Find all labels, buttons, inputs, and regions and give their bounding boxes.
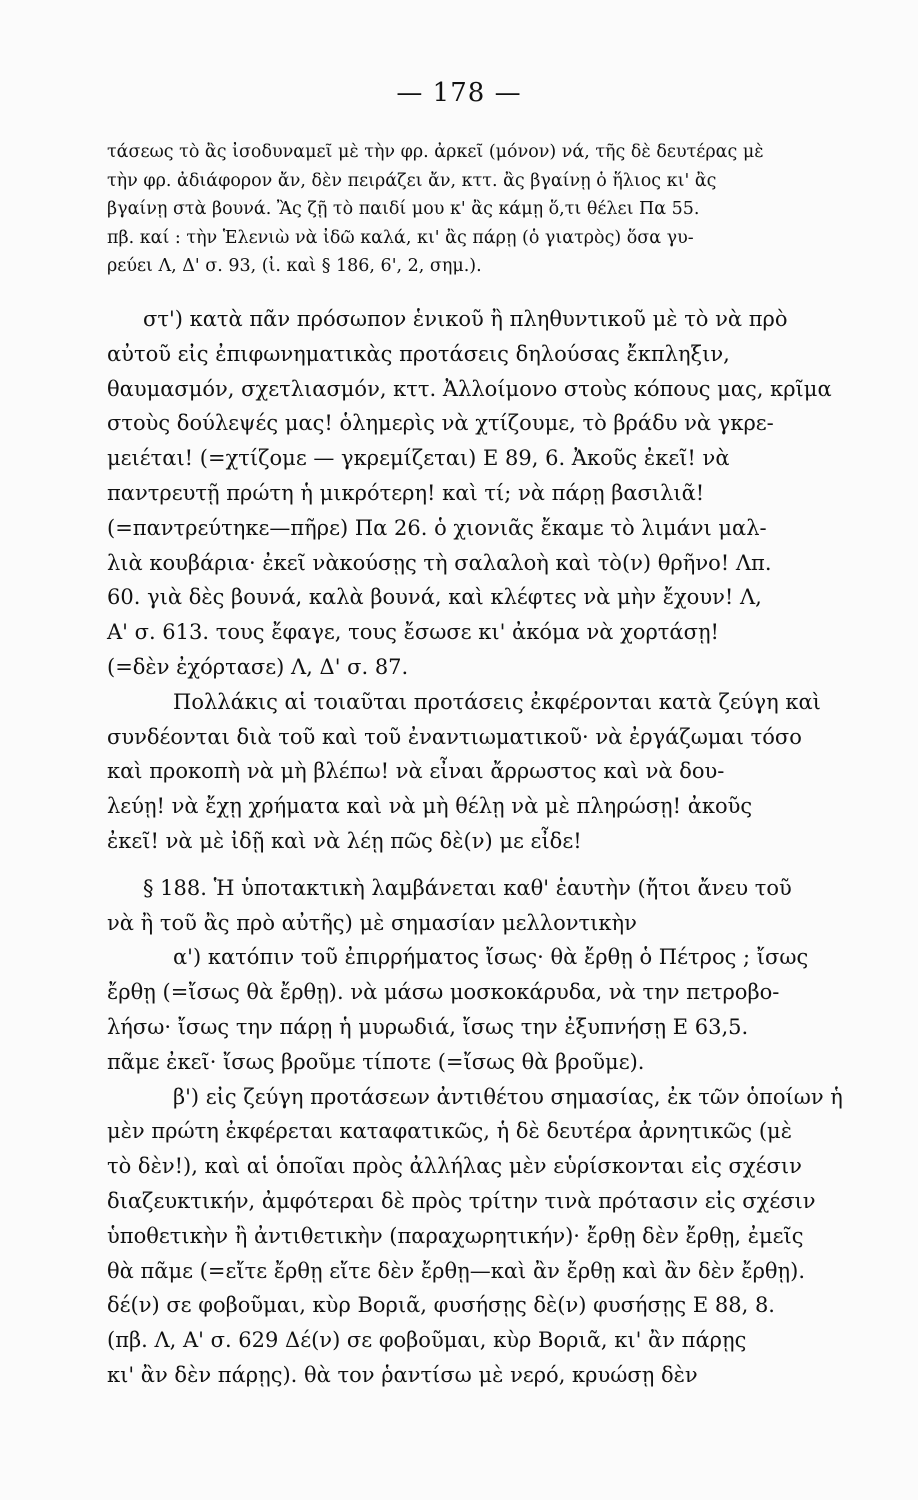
text-line: πᾶμε ἐκεῖ· ἴσως βροῦμε τίποτε (=ἴσως θὰ βροῦμε). [107, 1049, 645, 1074]
text-line: διαζευκτικήν, ἀμφότεραι δὲ πρὸς τρίτην τινὰ πρότασιν εἰς σχέσιν [107, 1188, 816, 1213]
text-line: τάσεως τὸ ἂς ἰσοδυναμεῖ μὲ τὴν φρ. ἀρκεῖ (μόνον) νά, τῆς δὲ δευτέρας μὲ [107, 142, 764, 162]
text-line: βγαίνῃ στὰ βουνά. Ἂς ζῇ τὸ παιδί μου κ' ἂς κάμῃ ὅ,τι θέλει Πα 55. [107, 199, 700, 219]
text-line: ἐκεῖ! νὰ μὲ ἰδῇ καὶ νὰ λέῃ πῶς δὲ(ν) με εἶδε! [107, 828, 582, 853]
paragraph-pollakis [107, 685, 867, 859]
text-line: (πβ. Λ, Α' σ. 629 Δέ(ν) σε φοβοῦμαι, κὺρ Βοριᾶ, κι' ἂν πάρῃς [107, 1328, 747, 1353]
text-line: Α' σ. 613. τους ἔφαγε, τους ἔσωσε κι' ἀκόμα νὰ χορτάσῃ! [107, 620, 719, 645]
text-line: συνδέονται διὰ τοῦ καὶ τοῦ ἐναντιωματικοῦ· νὰ ἐργάζωμαι τόσο [107, 724, 802, 749]
text-line: δέ(ν) σε φοβοῦμαι, κὺρ Βοριᾶ, φυσήσῃς δὲ(ν) φυσήσῃς Ε 88, 8. [107, 1293, 775, 1318]
text-line: στ') κατὰ πᾶν πρόσωπον ἑνικοῦ ἢ πληθυντικοῦ μὲ τὸ νὰ πρὸ [143, 307, 788, 331]
text-line: στοὺς δούλεψές μας! ὁλημερὶς νὰ χτίζουμε, τὸ βράδυ νὰ γκρε- [107, 411, 774, 436]
text-line: μὲν πρώτη ἐκφέρεται καταφατικῶς, ἡ δὲ δευτέρα ἀρνητικῶς (μὲ [107, 1119, 792, 1144]
section-188 [107, 871, 867, 941]
text-line: λεύῃ! νὰ ἔχῃ χρήματα καὶ νὰ μὴ θέλῃ νὰ μὲ πληρώσῃ! ἀκοῦς [107, 794, 753, 819]
text-line: τὸ δὲν!), καὶ αἱ ὁποῖαι πρὸς ἀλλήλας μὲν εὑρίσκονται εἰς σχέσιν [107, 1154, 802, 1179]
text-line: ὑποθετικὴν ἢ ἀντιθετικὴν (παραχωρητικήν)· ἔρθῃ δὲν ἔρθῃ, ἐμεῖς [107, 1223, 804, 1248]
paragraph-a [107, 940, 867, 1079]
text-line: 60. γιὰ δὲς βουνά, καλὰ βουνά, καὶ κλέφτες νὰ μὴν ἔχουν! Λ, [107, 585, 762, 610]
text-line: ἔρθῃ (=ἴσως θὰ ἔρθῃ). νὰ μάσω μοσκοκάρυδα, νὰ την πετροβο- [107, 980, 780, 1005]
intro-paragraph [107, 138, 867, 281]
text-line: κι' ἂν δὲν πάρῃς). θὰ τον ῥαντίσω μὲ νερό, κρυώσῃ δὲν [107, 1362, 698, 1387]
text-line: θὰ πᾶμε (=εἴτε ἔρθῃ εἴτε δὲν ἔρθῃ—καὶ ἂν ἔρθῃ καὶ ἂν δὲν ἔρθῃ). [107, 1258, 806, 1283]
text-line: α') κατόπιν τοῦ ἐπιρρήματος ἴσως· θὰ ἔρθῃ ὁ Πέτρος ; ἴσως [173, 945, 809, 970]
text-line: λιὰ κουβάρια· ἐκεῖ νὰκούσῃς τὴ σαλαλοὴ καὶ τὸ(ν) θρῆνο! Λπ. [107, 550, 772, 575]
text-line: Πολλάκις αἱ τοιαῦται προτάσεις ἐκφέρονται κατὰ ζεύγη καὶ [173, 689, 821, 714]
main-text [107, 302, 867, 1393]
text-line: ρεύει Λ, Δ' σ. 93, (ἰ. καὶ § 186, 6', 2, σημ.). [107, 256, 482, 276]
text-line: μειέται! (=χτίζομε — γκρεμίζεται) Ε 89, 6. Ἀκοῦς ἐκεῖ! νὰ [107, 446, 730, 471]
text-line: παντρευτῇ πρώτη ἡ μικρότερη! καὶ τί; νὰ πάρῃ βασιλιᾶ! [107, 480, 705, 505]
paragraph-b [107, 1080, 867, 1393]
text-line: αὐτοῦ εἰς ἐπιφωνηματικὰς προτάσεις δηλούσας ἔκπληξιν, [107, 341, 730, 366]
text-line: τὴν φρ. ἀδιάφορον ἄν, δὲν πειράζει ἄν, κττ. ἂς βγαίνῃ ὁ ἥλιος κι' ἂς [107, 170, 717, 191]
text-line: (=παντρεύτηκε—πῆρε) Πα 26. ὁ χιονιᾶς ἔκαμε τὸ λιμάνι μαλ- [107, 515, 767, 540]
paragraph-st [107, 302, 867, 685]
text-line: νὰ ἢ τοῦ ἂς πρὸ αὐτῆς) μὲ σημασίαν μελλοντικὴν [107, 910, 637, 935]
text-line: (=δὲν ἐχόρτασε) Λ, Δ' σ. 87. [107, 654, 409, 679]
section-heading-line: § 188. Ἡ ὑποτακτικὴ λαμβάνεται καθ' ἑαυτὴν (ἤτοι ἄνευ τοῦ [143, 875, 792, 900]
page-number: — 178 — [396, 78, 522, 108]
text-line: β') εἰς ζεύγη προτάσεων ἀντιθέτου σημασίας, ἐκ τῶν ὁποίων ἡ [173, 1084, 843, 1109]
text-line: θαυμασμόν, σχετλιασμόν, κττ. Ἀλλοίμονο στοὺς κόπους μας, κρῖμα [107, 376, 832, 401]
text-line: καὶ προκοπὴ νὰ μὴ βλέπω! νὰ εἶναι ἄρρωστος καὶ νὰ δου- [107, 759, 725, 784]
text-line: λήσω· ἴσως την πάρῃ ἡ μυρωδιά, ἴσως την ἐξυπνήσῃ Ε 63,5. [107, 1014, 749, 1039]
text-line: πβ. καί : τὴν Ἑλενιὼ νὰ ἰδῶ καλά, κι' ἂς πάρῃ (ὁ γιατρὸς) ὅσα γυ- [107, 227, 694, 248]
